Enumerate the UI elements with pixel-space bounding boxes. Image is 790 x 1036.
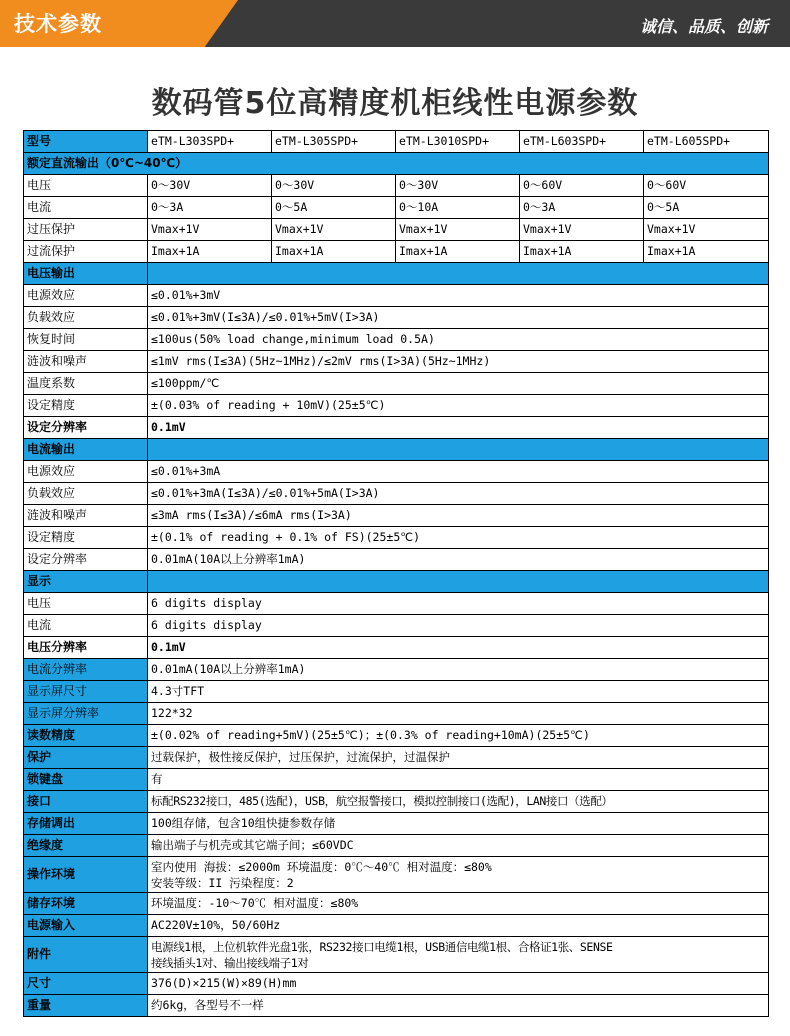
- row-value: 122*32: [148, 703, 769, 725]
- row-label: 显示屏分辨率: [24, 703, 148, 725]
- row-value: AC220V±10%，50/60Hz: [148, 915, 769, 937]
- table-row: [24, 549, 769, 571]
- table-row: [24, 995, 769, 1017]
- row-value: ≤0.01%+3mV: [148, 285, 769, 307]
- table-row: [24, 915, 769, 937]
- table-row: [24, 395, 769, 417]
- row-value-line: 接线插头1对、输出接线端子1对: [151, 955, 309, 970]
- section-header-fill: [148, 439, 769, 461]
- table-row: [24, 175, 769, 197]
- row-value: 过载保护，极性接反保护，过压保护，过流保护，过温保护: [148, 747, 769, 769]
- section-header-current-output: [24, 439, 769, 461]
- row-value: 4.3寸TFT: [148, 681, 769, 703]
- row-value: 6 digits display: [148, 593, 769, 615]
- row-label: 电源输入: [24, 915, 148, 937]
- row-label: 电压: [24, 175, 148, 197]
- table-row: [24, 973, 769, 995]
- row-value: 输出端子与机壳或其它端子间；≤60VDC: [148, 835, 769, 857]
- model-row: [24, 131, 769, 153]
- row-value: 6 digits display: [148, 615, 769, 637]
- row-value: ≤0.01%+3mA: [148, 461, 769, 483]
- row-label: 保护: [24, 747, 148, 769]
- row-value: Imax+1A: [272, 241, 396, 263]
- row-label: 过压保护: [24, 219, 148, 241]
- table-row: [24, 241, 769, 263]
- table-row: [24, 659, 769, 681]
- model-cell: eTM-L303SPD+: [148, 131, 272, 153]
- table-row: [24, 615, 769, 637]
- row-value: Vmax+1V: [396, 219, 520, 241]
- table-row: [24, 681, 769, 703]
- row-label: 电源效应: [24, 285, 148, 307]
- table-row: [24, 351, 769, 373]
- row-label: 涟波和噪声: [24, 351, 148, 373]
- row-label: 锁键盘: [24, 769, 148, 791]
- table-row: [24, 937, 769, 973]
- row-label: 过流保护: [24, 241, 148, 263]
- row-value: Imax+1A: [396, 241, 520, 263]
- model-cell: eTM-L603SPD+: [520, 131, 644, 153]
- table-row: [24, 893, 769, 915]
- row-value: 376(D)×215(W)×89(H)mm: [148, 973, 769, 995]
- row-value: ±(0.02% of reading+5mV)(25±5℃)；±(0.3% of reading+10mA)(25±5℃): [148, 725, 769, 747]
- section-header-display: [24, 571, 769, 593]
- row-value: 0～30V: [396, 175, 520, 197]
- row-label: 设定分辨率: [24, 549, 148, 571]
- row-label: 电压: [24, 593, 148, 615]
- row-value: 0～60V: [644, 175, 769, 197]
- table-row: [24, 593, 769, 615]
- row-value: ≤0.01%+3mV(I≤3A)/≤0.01%+5mV(I>3A): [148, 307, 769, 329]
- row-value: Vmax+1V: [520, 219, 644, 241]
- row-value: 0～3A: [520, 197, 644, 219]
- banner-slogan: 诚信、品质、创新: [639, 17, 768, 36]
- banner-title: 技术参数: [14, 12, 102, 36]
- row-value: ≤0.01%+3mA(I≤3A)/≤0.01%+5mA(I>3A): [148, 483, 769, 505]
- row-value: 0～5A: [272, 197, 396, 219]
- row-label: 电流分辨率: [24, 659, 148, 681]
- row-value: ≤1mV rms(I≤3A)(5Hz~1MHz)/≤2mV rms(I>3A)(5Hz~1MHz): [148, 351, 769, 373]
- row-label: 负载效应: [24, 483, 148, 505]
- row-value: 0～10A: [396, 197, 520, 219]
- row-label: 电流: [24, 197, 148, 219]
- table-row: [24, 725, 769, 747]
- row-label: 存储调出: [24, 813, 148, 835]
- row-value: Imax+1A: [520, 241, 644, 263]
- table-row: [24, 219, 769, 241]
- row-value: 0～3A: [148, 197, 272, 219]
- section-header-fill: [148, 263, 769, 285]
- top-banner: [0, 0, 790, 47]
- row-value: Imax+1A: [644, 241, 769, 263]
- table-row: [24, 857, 769, 893]
- model-label: 型号: [24, 131, 148, 153]
- row-label: 恢复时间: [24, 329, 148, 351]
- row-value-line: 室内使用 海拔：≤2000m 环境温度：0℃～40℃ 相对温度：≤80%: [151, 859, 492, 874]
- table-row: [24, 769, 769, 791]
- row-label: 绝缘度: [24, 835, 148, 857]
- row-label: 负载效应: [24, 307, 148, 329]
- section-title: 电压输出: [24, 263, 148, 285]
- table-row: [24, 703, 769, 725]
- row-label: 重量: [24, 995, 148, 1017]
- row-value: 0.1mV: [148, 637, 769, 659]
- row-label: 附件: [24, 937, 148, 973]
- row-value: Imax+1A: [148, 241, 272, 263]
- row-label: 温度系数: [24, 373, 148, 395]
- row-label: 接口: [24, 791, 148, 813]
- table-row: [24, 285, 769, 307]
- table-row: [24, 813, 769, 835]
- row-value: [148, 857, 769, 893]
- model-cell: eTM-L3010SPD+: [396, 131, 520, 153]
- model-cell: eTM-L605SPD+: [644, 131, 769, 153]
- row-value: [148, 937, 769, 973]
- table-row: [24, 835, 769, 857]
- section-header-rated-dc: [24, 153, 769, 175]
- row-value: Vmax+1V: [644, 219, 769, 241]
- row-value-line: 电源线1根，上位机软件光盘1张，RS232接口电缆1根，USB通信电缆1根、合格证1张、SENSE: [151, 939, 613, 954]
- row-value: 0～30V: [272, 175, 396, 197]
- row-value: 100组存储，包含10组快捷参数存储: [148, 813, 769, 835]
- row-label: 电源效应: [24, 461, 148, 483]
- row-label: 显示屏尺寸: [24, 681, 148, 703]
- section-title: 显示: [24, 571, 148, 593]
- row-label: 电压分辨率: [24, 637, 148, 659]
- row-label: 设定精度: [24, 395, 148, 417]
- row-value: ±(0.1% of reading + 0.1% of FS)(25±5℃): [148, 527, 769, 549]
- section-title: 额定直流输出（0℃~40℃）: [24, 153, 769, 175]
- row-value: Vmax+1V: [148, 219, 272, 241]
- row-label: 设定分辨率: [24, 417, 148, 439]
- row-label: 尺寸: [24, 973, 148, 995]
- row-value-line: 安装等级：II 污染程度：2: [151, 875, 294, 890]
- table-row: [24, 505, 769, 527]
- row-label: 涟波和噪声: [24, 505, 148, 527]
- table-row: [24, 527, 769, 549]
- row-value: ±(0.03% of reading + 10mV)(25±5℃): [148, 395, 769, 417]
- table-row: [24, 373, 769, 395]
- table-row: [24, 483, 769, 505]
- row-value: ≤100us(50% load change,minimum load 0.5A): [148, 329, 769, 351]
- row-value: 0.01mA(10A以上分辨率1mA): [148, 549, 769, 571]
- section-title: 电流输出: [24, 439, 148, 461]
- spec-table: [23, 130, 769, 1017]
- model-cell: eTM-L305SPD+: [272, 131, 396, 153]
- row-value: 0～5A: [644, 197, 769, 219]
- row-value: 0～60V: [520, 175, 644, 197]
- row-value: ≤3mA rms(I≤3A)/≤6mA rms(I>3A): [148, 505, 769, 527]
- table-row: [24, 307, 769, 329]
- section-header-fill: [148, 571, 769, 593]
- page-title: 数码管5位高精度机柜线性电源参数: [151, 86, 639, 121]
- row-value: 0.1mV: [148, 417, 769, 439]
- section-header-voltage-output: [24, 263, 769, 285]
- table-row: [24, 791, 769, 813]
- row-value: ≤100ppm/℃: [148, 373, 769, 395]
- row-value: 0.01mA(10A以上分辨率1mA): [148, 659, 769, 681]
- table-row: [24, 417, 769, 439]
- row-value: 有: [148, 769, 769, 791]
- row-value: 约6kg，各型号不一样: [148, 995, 769, 1017]
- row-label: 储存环境: [24, 893, 148, 915]
- table-row: [24, 329, 769, 351]
- table-row: [24, 461, 769, 483]
- row-value: 标配RS232接口，485(选配)，USB，航空报警接口，模拟控制接口(选配)，LAN接口（选配）: [148, 791, 769, 813]
- row-label: 电流: [24, 615, 148, 637]
- row-value: 0～30V: [148, 175, 272, 197]
- table-row: [24, 747, 769, 769]
- table-row: [24, 197, 769, 219]
- row-value: Vmax+1V: [272, 219, 396, 241]
- table-row: [24, 637, 769, 659]
- row-label: 操作环境: [24, 857, 148, 893]
- row-label: 设定精度: [24, 527, 148, 549]
- row-label: 读数精度: [24, 725, 148, 747]
- row-value: 环境温度：-10～70℃ 相对温度：≤80%: [148, 893, 769, 915]
